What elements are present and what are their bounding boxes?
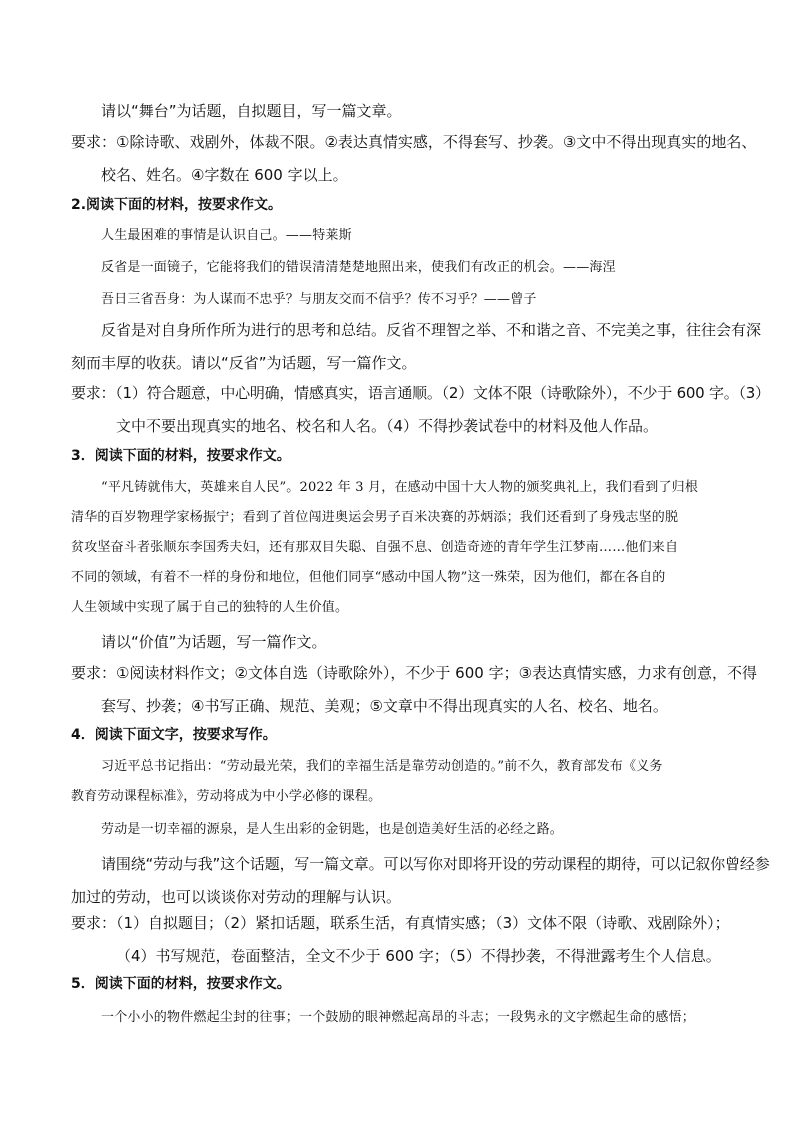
- section4-requirement: [71, 907, 730, 973]
- section2-quote2: 反省是一面镜子，它能将我们的错误清清楚楚地照出来，使我们有改正的机会。——海涅: [101, 260, 616, 275]
- section5-heading: 5．阅读下面的材料，按要求作文。: [71, 976, 291, 992]
- section4-mat-line3: 劳动是一切幸福的源泉，是人生出彩的金钥匙，也是创造美好生活的必经之路。: [101, 822, 564, 837]
- section5-material: [101, 1003, 695, 1033]
- section4-paragraph: [71, 848, 770, 914]
- section3-mat-line3: 贫攻坚奋斗者张顺东李国秀夫妇，还有那双目失聪、自强不息、创造奇迹的青年学生江梦南……他们来自: [71, 540, 679, 555]
- section3-material: [71, 473, 699, 623]
- section3-req-line1: 要求：①阅读材料作文；②文体自选（诗歌除外），不少于 600 字；③表达真情实感，力求有创意，不得: [71, 664, 758, 682]
- section2-para-line2: 刻而丰厚的收获。请以“反省”为话题，写一篇作文。: [71, 354, 417, 372]
- section2-quote1: 人生最困难的事情是认识自己。——特莱斯: [101, 228, 352, 243]
- section4-mat-line2: 教育劳动课程标准》，劳动将成为中小学必修的课程。: [71, 789, 382, 804]
- section3-requirement: [71, 657, 757, 723]
- section3-mat-line2: 清华的百岁物理学家杨振宁；看到了首位闯进奥运会男子百米决赛的苏炳添；我们还看到了身残志坚的脱: [71, 510, 679, 525]
- section2-req-line2: 文中不要出现真实的地名、校名和人名。（4）不得抄袭试卷中的材料及他人作品。: [116, 417, 659, 435]
- section3-mat-line1: “平凡铸就伟大，英雄来自人民”。2022 年 3 月，在感动中国十大人物的颁奖典礼上，我们看到了归根: [101, 480, 699, 495]
- section4-para-line2: 加过的劳动，也可以谈谈你对劳动的理解与认识。: [71, 888, 402, 906]
- section4-req-line2: （4）书写规范，卷面整洁，全文不少于 600 字；（5）不得抄袭，不得泄露考生个人信息。: [116, 947, 721, 965]
- section3-req-line2: 套写、抄袭；④书写正确、规范、美观；⑤文章中不得出现真实的人名、校名、地名。: [101, 697, 668, 715]
- section1-topic: 请以“舞台”为话题，自拟题目，写一篇文章。: [101, 102, 402, 120]
- section1-requirement: [71, 126, 756, 192]
- section1-req-line1: 要求：①除诗歌、戏剧外，体裁不限。②表达真情实感，不得套写、抄袭。③文中不得出现真实的地名、: [71, 133, 757, 151]
- section3-heading: 3．阅读下面的材料，按要求作文。: [71, 448, 291, 464]
- section4-para-line1: 请围绕“劳动与我”这个话题，写一篇文章。可以写你对即将开设的劳动课程的期待，可以记叙你曾经参: [101, 855, 770, 873]
- section3-mat-line4: 不同的领域，有着不一样的身份和地位，但他们同享“感动中国人物”这一殊荣，因为他们，都在各自的: [71, 570, 666, 585]
- section4-req-line1: 要求：（1）自拟题目；（2）紧扣话题，联系生活，有真情实感；（3）文体不限（诗歌、戏剧除外）；: [71, 914, 730, 932]
- section1-req-line2: 校名、姓名。④字数在 600 字以上。: [101, 166, 348, 184]
- section4-material: [71, 752, 663, 845]
- section2-quote3: 吾日三省吾身：为人谋而不忠乎？与朋友交而不信乎？传不习乎？——曾子: [101, 292, 537, 307]
- section2-paragraph: [71, 314, 762, 380]
- section3-topic: 请以“价值”为话题，写一篇作文。: [101, 633, 327, 651]
- section2-requirement: [71, 377, 770, 443]
- section4-heading: 4．阅读下面文字，按要求写作。: [71, 727, 277, 743]
- section2-req-line1: 要求：（1）符合题意，中心明确，情感真实，语言通顺。（2）文体不限（诗歌除外），不少于 600 字。（3）: [71, 384, 770, 402]
- section4-mat-line1: 习近平总书记指出：“劳动最光荣，我们的幸福生活是靠劳动创造的。”前不久，教育部发布《义务: [101, 759, 663, 774]
- section5-mat-line1: 一个小小的物件燃起尘封的往事；一个鼓励的眼神燃起高昂的斗志；一段隽永的文字燃起生命的感悟；: [101, 1010, 696, 1025]
- section2-heading: 2.阅读下面的材料，按要求作文。: [71, 197, 283, 213]
- section2-quotes: [101, 222, 616, 314]
- section3-mat-line5: 人生领域中实现了属于自己的独特的人生价值。: [71, 600, 349, 615]
- section2-para-line1: 反省是对自身所作所为进行的思考和总结。反省不理智之举、不和谐之音、不完美之事，往往会有深: [101, 321, 762, 339]
